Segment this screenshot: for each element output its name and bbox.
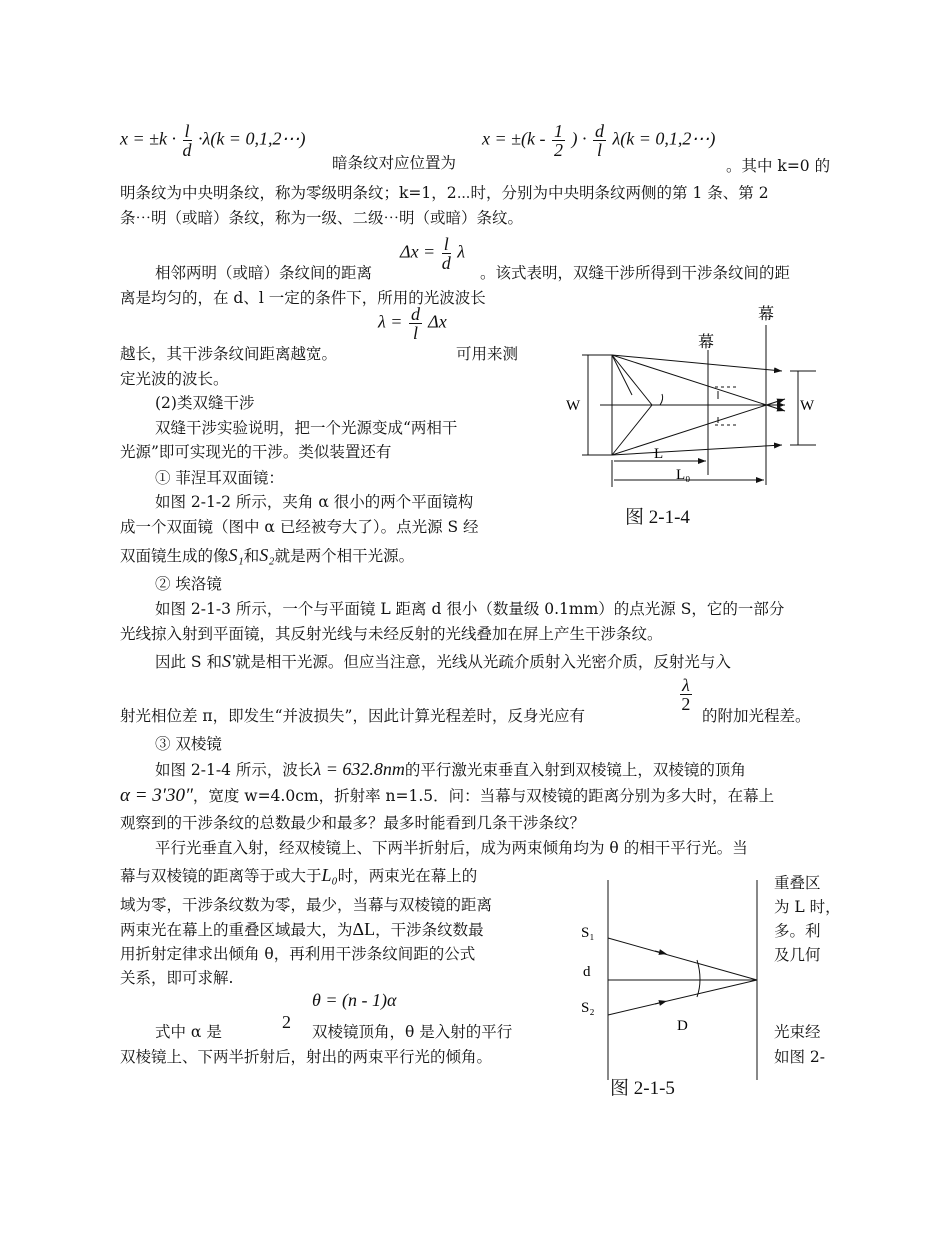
figure-2-1-5-double-slit-diagram [575,875,775,1085]
label-d-distance: D [677,1018,688,1034]
label-l: L [654,446,664,462]
label-screen: 幕 [698,334,715,351]
text-para-line: 因此 S 和S′就是相干光源。但应当注意，光线从光疏介质射入光密介质，反射光与入 [155,651,731,671]
text-para-line: 相邻两明（或暗）条纹间的距离 [155,264,373,282]
text-para-line: 定光波的波长。 [120,370,229,388]
text-para-line: 。该式表明，双缝干涉所得到干涉条纹间的距 [480,264,791,282]
text-fragment-right: 及几何 [774,946,821,964]
text-para-line: 成一个双面镜（图中 α 已经被夸大了）。点光源 S 经 [120,518,479,536]
text-para-line: 射光相位差 π，即发生“并波损失”，因此计算光程差时，反身光应有 [120,707,585,725]
text-para-line: 式中 α 是 [155,1023,222,1041]
text-para-line: 离是均匀的，在 d、l 一定的条件下，所用的光波波长 [120,289,486,307]
text-para-line: 如图 2-1-4 所示，波长λ = 632.8nm的平行激光束垂直入射到双棱镜上，双棱镜的顶角 [155,759,746,779]
dark-fringe-formula: x = ±(k - $\frac{1}{2}$ ) · $\frac{d}{l}$ λ(k = 0,1,2⋯) [482,121,716,160]
text-para-line: 双棱镜顶角，θ 是入射的平行 [312,1023,513,1041]
text-para-line: 条⋯明（或暗）条纹，称为一级、二级⋯明（或暗）条纹。 [120,209,524,227]
text-para-line: α = 3′30″，宽度 w=4.0cm，折射率 n=1.5．问：当幕与双棱镜的距离分别为多大时，在幕上 [120,785,775,806]
text-fragment-right: 为 L 时， [774,898,841,916]
text-para-line: 如图 2-1-3 所示，一个与平面镜 L 距离 d 很小（数量级 0.1mm）的点光源 S，它的一部分 [155,600,785,618]
text-para-line: 观察到的干涉条纹的总数最少和最多？最多时能看到几条干涉条纹？ [120,814,586,832]
text-para-line: 光线掠入射到平面镜，其反射光线与未经反射的光线叠加在屏上产生干涉条纹。 [120,625,663,643]
subsection-heading: ③ 双棱镜 [155,735,222,753]
text-fragment-right: 如图 2- [774,1048,826,1066]
text-para-line: 明条纹为中央明条纹，称为零级明条纹；k=1，2⋯时，分别为中央明条纹两侧的第 1 条、第 2 [120,184,769,202]
text-para-line: 双缝干涉实验说明，把一个光源变成“两相干 [155,419,458,437]
label-s1: S₁ [581,925,595,941]
text-para-line: 光源”即可实现光的干涉。类似装置还有 [120,443,392,461]
text-para-line: 域为零，干涉条纹数为零，最少，当幕与双棱镜的距离 [120,896,493,914]
figure-caption: 图 2-1-4 [625,507,690,528]
text-fragment-right: 多。利 [774,922,821,940]
text-para-line: 用折射定律求出倾角 θ，再利用干涉条纹间距的公式 [120,945,476,963]
text-para-line: 双棱镜上、下两半折射后，射出的两束平行光的倾角。 [120,1048,493,1066]
text-para-line: 可用来测 [456,345,519,363]
text-fragment-right: 重叠区 [774,874,821,892]
label-w-right: W [800,398,815,414]
text-para-line: 幕与双棱镜的距离等于或大于L₀时，两束光在幕上的 [120,865,478,885]
label-w-left: W [566,398,581,414]
fringe-spacing-formula: Δx = $\frac{l}{d}$ λ [400,234,466,273]
text-fragment-right: 光束经 [774,1023,821,1041]
label-d-small: d [583,964,591,980]
section-heading: (2)类双缝干涉 [155,394,255,412]
text-para-line: 越长，其干涉条纹间距离越宽。 [120,345,338,363]
text-para-line: 的附加光程差。 [702,707,811,725]
theta-formula: θ = (n - 1)α [312,990,397,1010]
text-para-line: 双面镜生成的像S₁和S₂就是两个相干光源。 [120,545,415,565]
figure-caption: 图 2-1-5 [610,1078,675,1099]
wavelength-formula: λ = $\frac{d}{l}$ Δx [378,304,447,343]
text-para-line: 两束光在幕上的重叠区域最大，为ΔL，干涉条纹数最 [120,919,484,939]
theta-denominator: 2 [282,1012,291,1032]
half-lambda: $\frac{\lambda}{2}$ [681,675,691,714]
bright-fringe-formula: x = ±k · $\frac{l}{d}$ ·λ(k = 0,1,2⋯) [120,121,306,160]
text-k0-note: 。其中 k=0 的 [726,157,831,175]
subsection-heading: ① 菲涅耳双面镜： [155,469,284,487]
figure-2-1-4-biprism-diagram [560,295,830,495]
label-screen-top: 幕 [758,306,775,323]
text-para-line: 如图 2-1-2 所示，夹角 α 很小的两个平面镜构 [155,493,474,511]
text-dark-fringe-intro: 暗条纹对应位置为 [332,154,457,172]
label-s2: S₂ [581,1000,595,1016]
text-para-line: 平行光垂直入射，经双棱镜上、下两半折射后，成为两束倾角均为 θ 的相干平行光。当 [155,839,748,857]
label-l0: L₀ [676,467,691,483]
subsection-heading: ② 埃洛镜 [155,575,222,593]
text-para-line: 关系，即可求解. [120,969,234,987]
